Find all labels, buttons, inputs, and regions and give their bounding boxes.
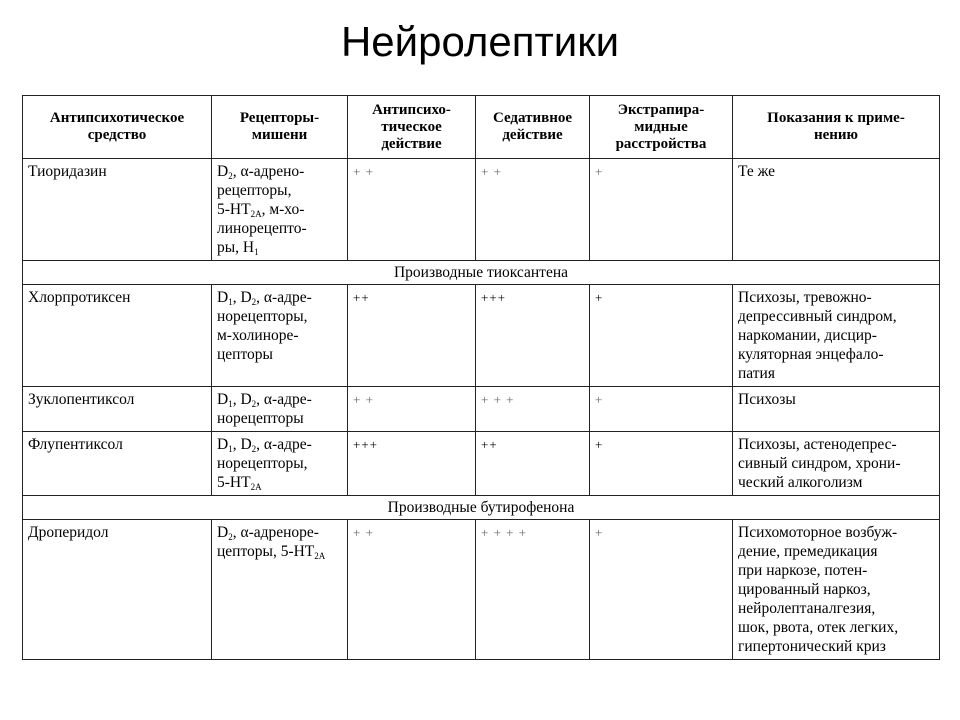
extrapyramidal-effect: + <box>590 520 733 660</box>
slide-title: Нейролептики <box>340 18 620 65</box>
sedative-effect: + + + + <box>476 520 590 660</box>
receptor-line: ры, $Н_1$ <box>217 239 259 257</box>
antipsychotic-effect: + + <box>348 387 476 432</box>
receptor-line: норецепторы <box>217 410 304 427</box>
table-row <box>23 387 940 432</box>
header-sedative <box>476 96 590 159</box>
indication-line: нейролептаналгезия, <box>738 600 876 617</box>
receptor-line: $D_1$, $D_2$, α-адре- <box>217 436 312 454</box>
indication-line: Психозы <box>738 391 796 408</box>
group-label: Производные тиоксантена <box>23 261 940 285</box>
indication-line: куляторная энцефало- <box>738 346 884 363</box>
drug-name: Дроперидол <box>23 520 212 660</box>
header-line: Антипсихо- <box>372 101 451 118</box>
neuroleptics-table <box>22 95 940 660</box>
header-line: Показания к приме- <box>767 110 905 126</box>
indication-line: Психозы, астенодепрес- <box>738 436 897 453</box>
indication-line: гипертонический криз <box>738 638 886 655</box>
header-line: средство <box>87 127 147 143</box>
header-drug <box>23 96 212 159</box>
extrapyramidal-effect: + <box>590 387 733 432</box>
receptor-targets <box>212 432 348 496</box>
header-line: Антипсихотическое <box>49 110 185 126</box>
indications <box>733 387 940 432</box>
extrapyramidal-effect: + <box>590 285 733 387</box>
indication-line: шок, рвота, отек легких, <box>738 619 899 636</box>
receptor-targets <box>212 159 348 261</box>
receptor-line: цепторы <box>217 346 273 363</box>
sedative-effect: +++ <box>476 285 590 387</box>
receptor-line: $5-НТ_{2A}$, м-хо- <box>217 201 305 219</box>
group-label: Производные бутирофенона <box>23 496 940 520</box>
indication-line: Те же <box>738 163 776 180</box>
receptor-line: линорецепто- <box>217 220 307 237</box>
table-row <box>23 285 940 387</box>
indication-line: патия <box>738 365 775 382</box>
receptor-targets <box>212 520 348 660</box>
header-antipsychotic <box>348 96 476 159</box>
table-body <box>23 159 940 660</box>
header-line: действие <box>381 135 442 152</box>
header-line: Экстрапира- <box>617 101 705 118</box>
table-row <box>23 432 940 496</box>
table-row <box>23 159 940 261</box>
receptor-line: норецепторы, <box>217 455 308 472</box>
indications <box>733 285 940 387</box>
header-line: тическое <box>381 118 442 135</box>
indication-line: наркомании, дисцир- <box>738 327 877 344</box>
antipsychotic-effect: + + <box>348 520 476 660</box>
indications <box>733 432 940 496</box>
header-line: расстройства <box>615 135 707 152</box>
receptor-line: $D_2$, α-адрено- <box>217 163 305 181</box>
header-line: Седативное <box>492 110 573 126</box>
header-line: мидные <box>634 118 688 135</box>
header-row <box>23 96 940 159</box>
extrapyramidal-effect: + <box>590 159 733 261</box>
receptor-line: рецепторы, <box>217 182 292 199</box>
antipsychotic-effect: + + <box>348 159 476 261</box>
indication-line: ческий алкоголизм <box>738 474 863 491</box>
indications <box>733 159 940 261</box>
indication-line: при наркозе, потен- <box>738 562 868 579</box>
header-eps <box>590 96 733 159</box>
receptor-line: $D_2$, α-адреноре- <box>217 524 319 542</box>
receptor-line: $D_1$, $D_2$, α-адре- <box>217 289 312 307</box>
header-line: Рецепторы- <box>239 110 320 126</box>
receptor-line: $D_1$, $D_2$, α-адре- <box>217 391 312 409</box>
group-row <box>23 261 940 285</box>
sedative-effect: ++ <box>476 432 590 496</box>
indication-line: депрессивный синдром, <box>738 308 897 325</box>
indication-line: сивный синдром, хрони- <box>738 455 901 472</box>
indications <box>733 520 940 660</box>
indication-line: дение, премедикация <box>738 543 878 560</box>
drug-name: Зуклопентиксол <box>23 387 212 432</box>
receptor-line: $5-НТ_{2A}$ <box>217 474 262 492</box>
table-row <box>23 520 940 660</box>
receptor-line: м-холиноре- <box>217 327 299 344</box>
receptor-line: цепторы, $5-НТ_{2A}$ <box>217 543 326 561</box>
drug-name: Хлорпротиксен <box>23 285 212 387</box>
antipsychotic-effect: +++ <box>348 432 476 496</box>
header-line: мишени <box>251 127 308 143</box>
indication-line: Психомоторное возбуж- <box>738 524 898 541</box>
receptor-targets <box>212 285 348 387</box>
header-line: нению <box>813 127 859 143</box>
antipsychotic-effect: ++ <box>348 285 476 387</box>
indication-line: цированный наркоз, <box>738 581 871 598</box>
sedative-effect: + + <box>476 159 590 261</box>
group-row <box>23 496 940 520</box>
receptor-targets <box>212 387 348 432</box>
sedative-effect: + + + <box>476 387 590 432</box>
header-indications <box>733 96 940 159</box>
extrapyramidal-effect: + <box>590 432 733 496</box>
receptor-line: норецепторы, <box>217 308 308 325</box>
indication-line: Психозы, тревожно- <box>738 289 872 306</box>
drug-name: Флупентиксол <box>23 432 212 496</box>
header-receptors <box>212 96 348 159</box>
drug-name: Тиоридазин <box>23 159 212 261</box>
header-line: действие <box>502 127 563 143</box>
